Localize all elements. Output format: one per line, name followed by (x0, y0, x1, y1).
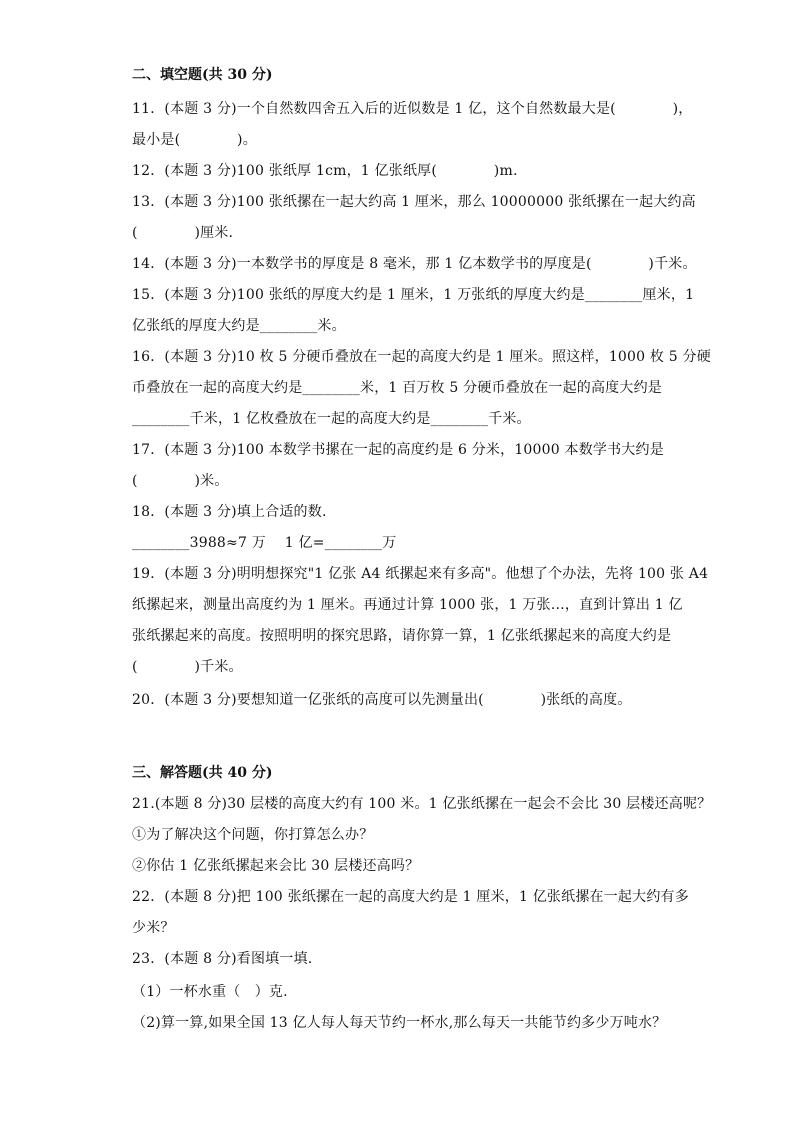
q13-line1: 13．(本题 3 分)100 张纸摞在一起大约高 1 厘米，那么 10000000 张纸摞在一起大约高 (132, 194, 696, 210)
q13-line2: ( )厘米. (132, 225, 234, 241)
q11-line2: 最小是( )。 (132, 132, 257, 148)
q21-sub1: ①为了解决这个问题，你打算怎么办？ (132, 827, 374, 843)
q18-line2: ________3988≈7 万 1 亿=________万 (132, 535, 397, 551)
q22-line2: 少米？ (132, 920, 175, 936)
q19-line1: 19．(本题 3 分)明明想探究"1 亿张 A4 纸摞起来有多高"。他想了个办法，先将 100 张 A4 (132, 566, 709, 582)
q23-sub1: （1）一杯水重（ ）克. (132, 984, 288, 1000)
q23-line1: 23．(本题 8 分)看图填一填. (132, 951, 313, 967)
q15-line1: 15．(本题 3 分)100 张纸的厚度大约是 1 厘米，1 万张纸的厚度大约是________厘米，1 (132, 287, 695, 303)
q22-line1: 22．(本题 8 分)把 100 张纸摞在一起的高度大约是 1 厘米，1 亿张纸摞在一起大约有多 (132, 889, 689, 905)
q20-line: 20．(本题 3 分)要想知道一亿张纸的高度可以先测量出( )张纸的高度。 (132, 692, 632, 708)
section-answer-title: 三、解答题(共 40 分) (132, 765, 273, 781)
q19-line3: 张纸摞起来的高度。按照明明的探究思路，请你算一算，1 亿张纸摞起来的高度大约是 (132, 628, 672, 644)
q16-line1: 16．(本题 3 分)10 枚 5 分硬币叠放在一起的高度大约是 1 厘米。照这样，1000 枚 5 分硬 (132, 349, 711, 365)
q19-line2: 纸摞起来，测量出高度约为 1 厘米。再通过计算 1000 张，1 万张…，直到计算出 1 亿 (132, 597, 683, 613)
q17-line2: ( )米。 (132, 473, 229, 489)
q14-line: 14．(本题 3 分)一本数学书的厚度是 8 毫米，那 1 亿本数学书的厚度是( )千米。 (132, 256, 697, 272)
q15-line2: 亿张纸的厚度大约是________米。 (132, 318, 346, 334)
q21-sub2: ②你估 1 亿张纸摞起来会比 30 层楼还高吗？ (132, 858, 420, 874)
q12-line: 12．(本题 3 分)100 张纸厚 1cm，1 亿张纸厚( )m. (132, 163, 518, 179)
q16-line3: ________千米，1 亿枚叠放在一起的高度大约是________千米。 (132, 411, 531, 427)
q23-sub2: （2)算一算,如果全国 13 亿人每人每天节约一杯水,那么每天一共能节约多少万吨水？ (132, 1015, 667, 1031)
q17-line1: 17．(本题 3 分)100 本数学书摞在一起的高度约是 6 分米，10000 本数学书大约是 (132, 442, 664, 458)
q16-line2: 币叠放在一起的高度大约是________米，1 百万枚 5 分硬币叠放在一起的高度大约是 (132, 380, 662, 396)
q19-line4: ( )千米。 (132, 659, 243, 675)
q21-line1: 21.(本题 8 分)30 层楼的高度大约有 100 米。1 亿张纸摞在一起会不会比 30 层楼还高呢？ (132, 796, 712, 812)
section-fill-title: 二、填空题(共 30 分) (132, 67, 273, 83)
q18-line1: 18．(本题 3 分)填上合适的数. (132, 504, 327, 520)
q11-line1: 11．(本题 3 分)一个自然数四舍五入后的近似数是 1 亿，这个自然数最大是( )， (132, 101, 693, 117)
